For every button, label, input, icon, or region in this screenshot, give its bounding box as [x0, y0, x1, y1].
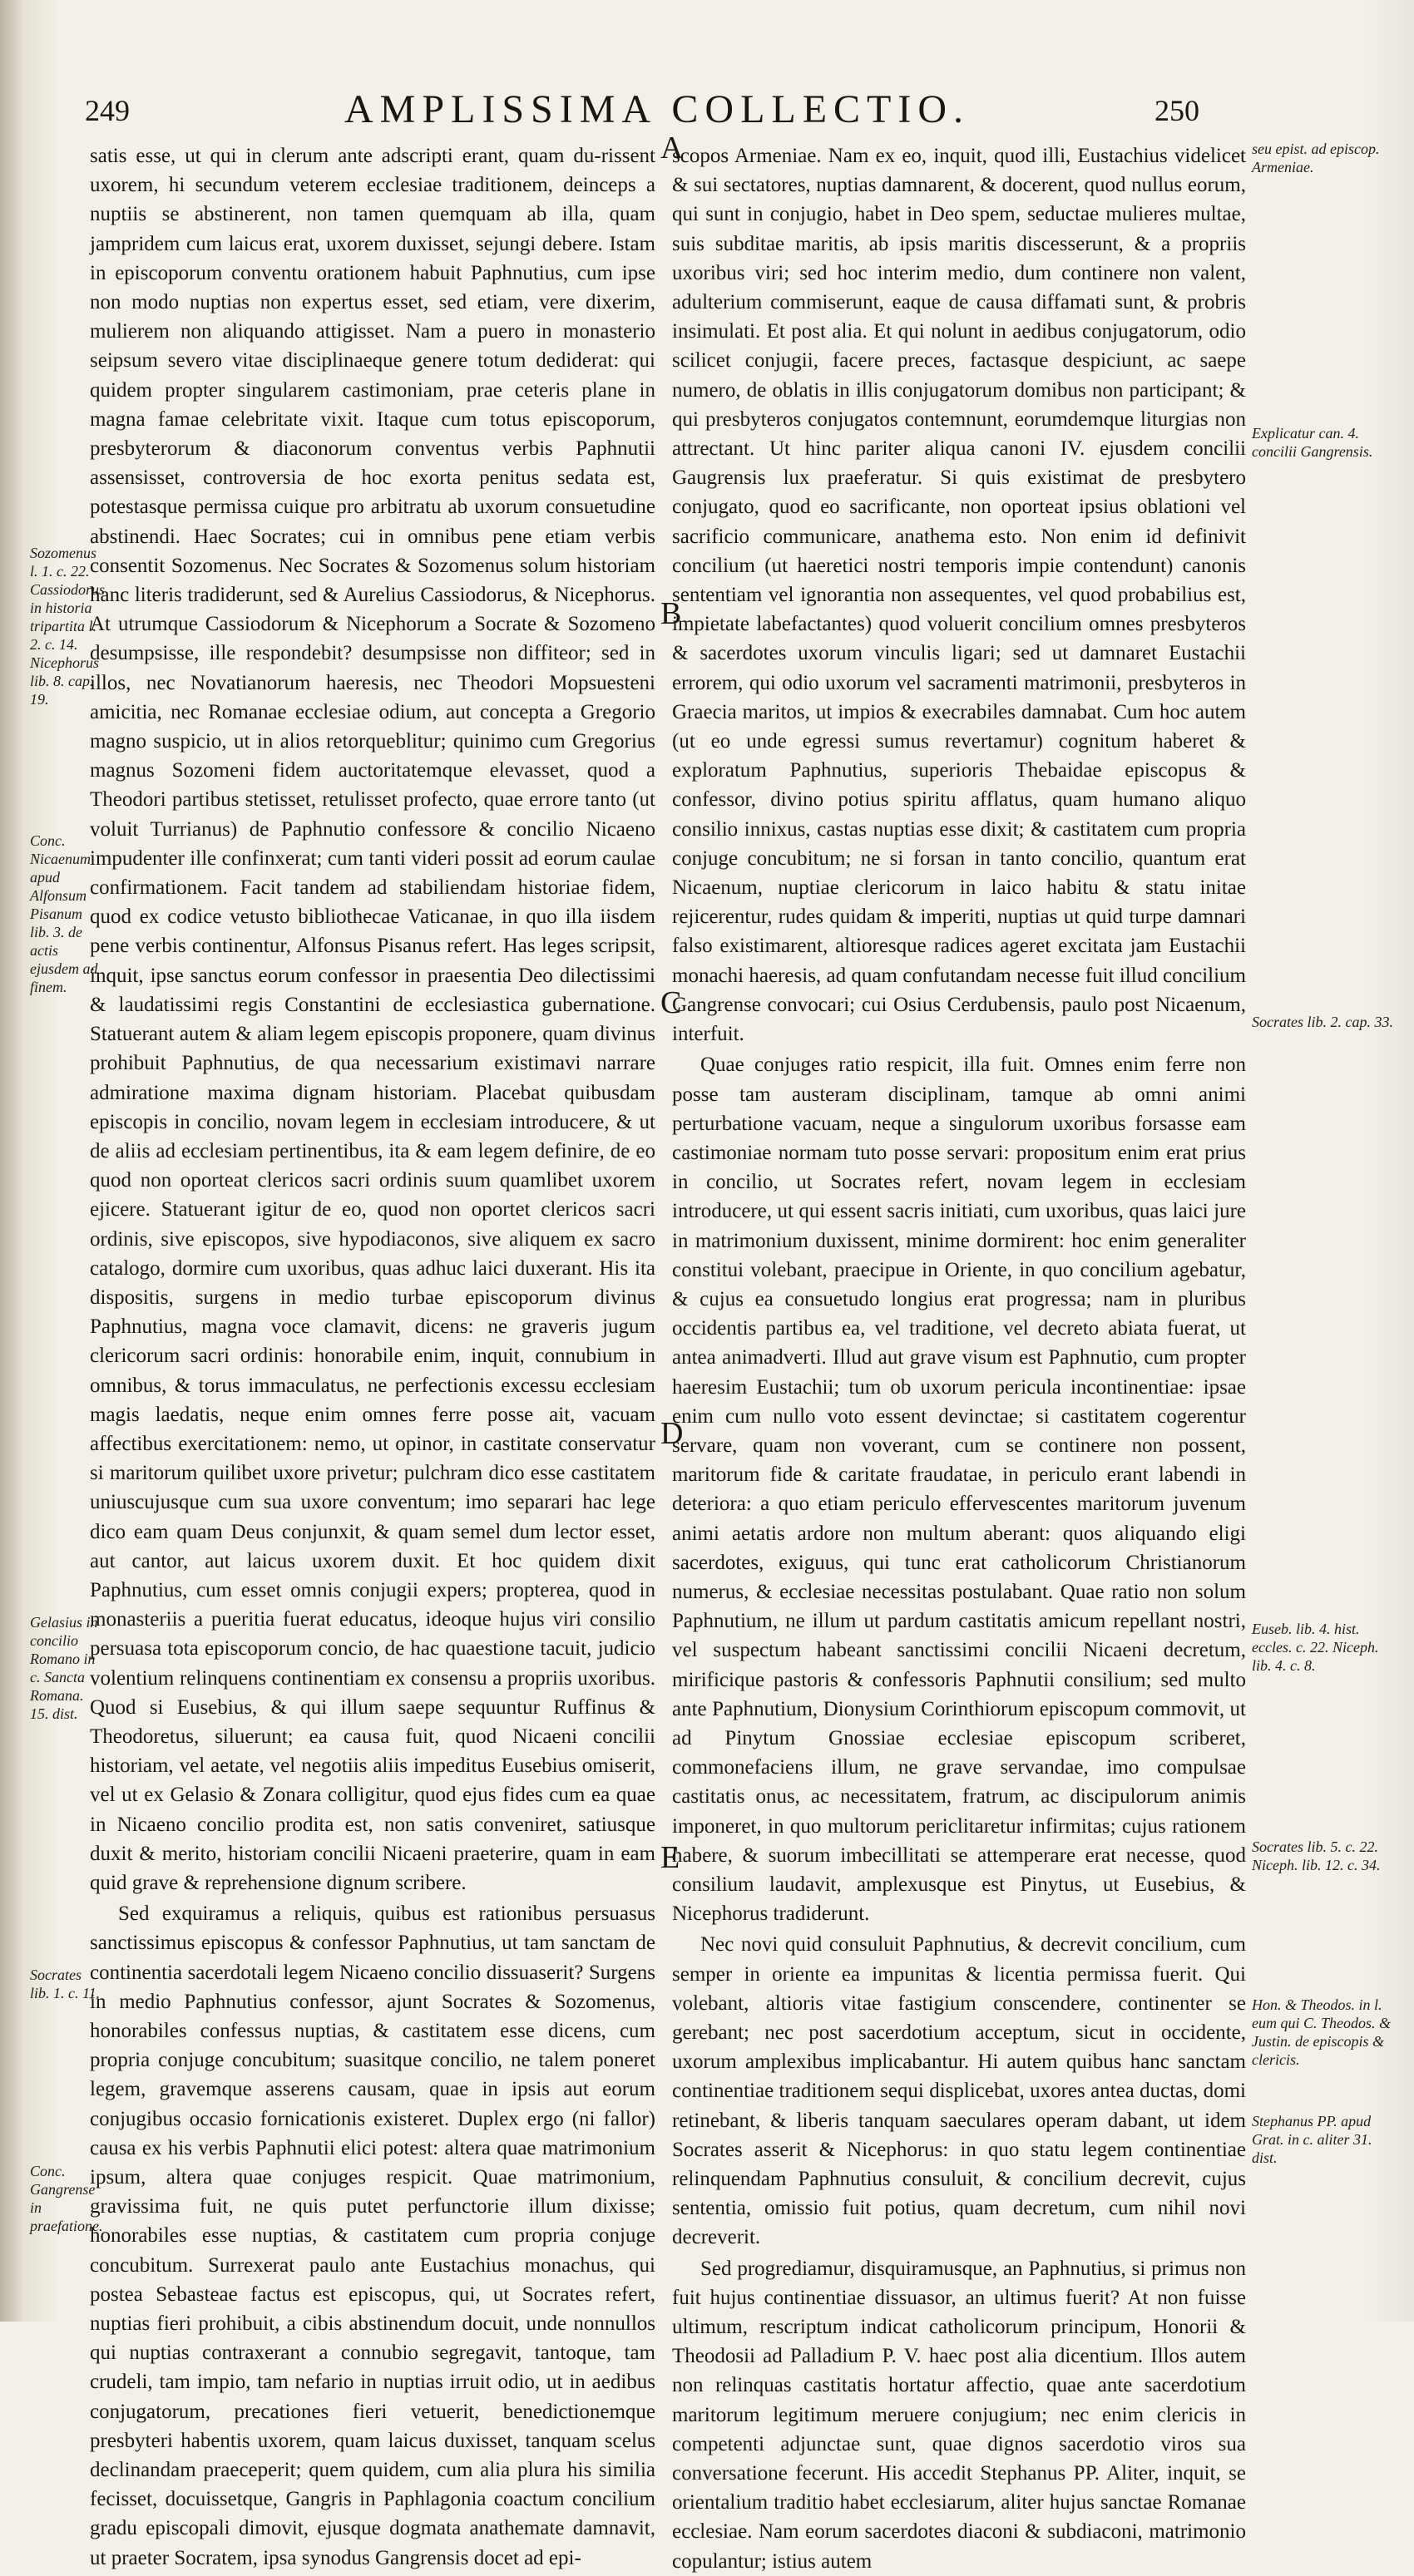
margin-note-right: Stephanus PP. apud Grat. in c. aliter 31. dist.: [1252, 2113, 1372, 2166]
margin-note-right: seu epist. ad episcop. Armeniae.: [1252, 141, 1380, 175]
right-paragraph: Quae conjuges ratio respicit, illa fuit. Omnes enim ferre non posse tam austeram disciplinam, tamque ab omni animi perturbatione vacuam, neque a singulorum uxoribus forsasse eam castimoniae normam tuto posse servari: propositum enim erat prius in concilio, ut Socrates refert, novam legem in ecclesiam introducere, ut qui essent sacris initiati, cum uxoribus, quas laici jure in matrimonium duxissent, minime dormirent: hoc enim generaliter constitui volebant, praecipue in Oriente, in quo concilium agebatur, & cujus ea consuetudo longius erat progressa; nam in pluribus occidentis partibus ea, vel traditione, vel decreto abiata fuerat, ut antea animadverti. Illud aut grave visum est Paphnutio, cum propter haeresim Eustachii; tum ob uxorum pericula incontinentiae: ipsae enim cum nullo voto essent devinctae; si castitatem cogerentur servare, quam non voverant, cum se continere non possent, maritorum fide & caritate fraudatae, in periculo erant labendi in deteriora: a quo etiam periculo effervescentes maritorum juvenum animi aetatis ardore non multum aberant: quos aliquando eligi sacerdotes, exiguus, qui tunc erat catholicorum Christianorum numerus, & ecclesiae necessitas postulabant. Quae ratio non solum Paphnutium, ne illum ut pardum castitatis amicum repellant nostri, vel suspectum habeant sanctissimi concilii Nicaeni decretum, mirificique pastoris & confessoris Paphnutii consilium; sed multo ante Paphnutium, Dionysium Corinthiorum episcopum commovit, ut ad Pinytum Gnossiae ecclesiae episcopum scriberet, commonefaciens illum, ne grave servandae, imo compulsae castitatis onus, ac necessitatem, fratrum, ac discipulorum animis imponeret, in quo multorum periclitaretur infirmitas; cujus rationem habere, & suorum imbecillitati se attemperare erat necesse, quod consilium laudavit, amplexusque est Pinytus, ut Eusebius, & Nicephorus tradiderunt.: [672, 1054, 1246, 1926]
right-paragraph: Nec novi quid consuluit Paphnutius, & decrevit concilium, cum semper in oriente ea impunitas & licentia permissa fuerit. Qui volebant, altioris vitae fastigium conscendere, continenter se gerebant; nec post sacerdotium acceptum, sicut in occidente, uxorum amplexibus implicabantur. Hi autem quibus hanc sanctam continentiae traditionem sequi displicebat, uxores antea ductas, domi retinebant, & liberis tanquam saeculares operam dabant, ut idem Socrates asserit & Nicephorus: in quo statu legem continentiae relinquendam Paphnutius consuluit, & concilium decrevit, cujus sententia, omissio fuit potius, quam decretum, cum nihil novi decreverit.: [672, 1933, 1246, 2249]
right-paragraph: scopos Armeniae. Nam ex eo, inquit, quod illi, Eustachius videlicet & sui sectatores, nuptias damnarent, & docerent, quod nullus eorum, qui sunt in conjugio, habet in Deo spem, seductae mulieres multae, suis subditae maritis, ab ipsis maritis discesserunt, & a propriis uxoribus viri; sed hoc interim medio, dum continere non valent, adulterium commiserunt, eaque de causa diffamati sunt, & probris insimulati. Et post alia. Et qui nolunt in aedibus conjugatorum, odio scilicet conjugii, facere preces, factasque despiciunt, ac saepe numero, de oblatis in illis conjugatorum domibus non participant; & qui presbyteros conjugatos contemnunt, eorumdemque liturgias non attrectant. Ut hinc pariter aliqua canoni IV. ejusdem concilii Gaugrensis lux praeferatur. Si quis existimat de presbytero conjugato, quod eo sacrificante, non oporteat ipsius oblationi vel sacrificio communicare, anathema esto. Non enim id definivit concilium (ut haeretici nostri temporis impie contendunt) canonis sententiam vel ignorantia non assequentes, vel quod probabilius est, impietate labefactantes) quod voluerit concilium omnes presbyteros & sacerdotes uxorum vinculis ligari; sed ut damnaret Eustachii errorem, qui odio uxorum vel sacramenti matrimonii, presbyteros in Graecia maritos, ut impios & execrabiles damnabat. Cum hoc autem (ut eo unde egressi sumus revertamur) cognitum haberet & exploratum Paphnutius, superioris Thebaidae episcopus & confessor, divino potius spiritu afflatus, quam humano aliquo consilio innixus, castas nuptias esse dixit; & castitatem cum propria conjuge concubitum; ne si forsan in tanto concilio, quantum erat Nicaenum, nuptiae clericorum in laico habitu & statu initae rejicerentur, rudes quidam & imperiti, nuptias ut quid turpe damnari falso existimarent, altioresque radices ageret excitata jam Eustachii monachi haeresis, ad quam confutandam necesse fuit illud concilium Gangrense convocari; cui Osius Cerdubensis, paulo post Nicaenum, interfuit.: [672, 145, 1246, 1046]
margin-note-right: Hon. & Theodos. in l. eum qui C. Theodos. & Justin. de episcopis & clericis.: [1252, 1996, 1392, 2068]
margin-note-right: Socrates lib. 5. c. 22. Niceph. lib. 12. c. 34.: [1252, 1838, 1381, 1873]
section-letter: E: [660, 1840, 680, 1875]
running-title: AMPLISSIMA COLLECTIO.: [344, 87, 971, 131]
right-text-column: [672, 141, 1246, 2576]
right-paragraph: Sed progrediamur, disquiramusque, an Paphnutius, si primus non fuit hujus continentiae dissuasor, an ultimus fuerit? At non fuisse ultimum, rescriptum indicat catholicorum principum, Honorii & Theodosii ad Palladium P. V. haec post alia dicentium. Illos autem non relinquas castitatis hortatur affectio, quae ante sacerdotium maritorum legitimum meruere conjugium; nec enim clericis in competenti adjunctae sunt, quae dignos sacerdotio viros sua conversatione fecerunt. His accedit Stephanus PP. Aliter, inquit, se orientalium traditio habet ecclesiarum, aliter hujus sanctae Romanae ecclesiae. Nam eorum sacerdotes diaconi & subdiaconi, matrimonio copulantur; istius autem: [672, 2257, 1246, 2573]
margin-note-right: Socrates lib. 2. cap. 33.: [1252, 1014, 1393, 1030]
margin-note-left: Sozomenus l. 1. c. 22. Cassiodorus in historia tripartita l. 2. c. 14. Nicephorus lib. 8. cap. 19.: [30, 545, 106, 708]
section-letter: D: [660, 1416, 684, 1451]
section-letter: C: [660, 985, 682, 1020]
margin-note-left: Conc. Nicaenum apud Alfonsum Pisanum lib. 3. de actis ejusdem ad finem.: [30, 832, 98, 995]
section-letter: B: [660, 596, 682, 631]
margin-note-right: Euseb. lib. 4. hist. eccles. c. 22. Niceph. lib. 4. c. 8.: [1252, 1621, 1379, 1674]
margin-note-left: Socrates lib. 1. c. 11.: [30, 1967, 101, 2001]
margin-note-right: Explicatur can. 4. concilii Gangrensis.: [1252, 425, 1373, 460]
left-text-column: [90, 141, 655, 2573]
page-number-left: 249: [85, 94, 130, 127]
margin-note-left: Gelasius in concilio Romano in c. Sancta Romana. 15. dist.: [30, 1614, 98, 1722]
section-letter: A: [660, 131, 684, 165]
margin-note-left: Conc. Gangrense in praefatione.: [30, 2163, 103, 2234]
left-paragraph: satis esse, ut qui in clerum ante adscripti erant, quam du-rissent uxorem, hi secundum veterem ecclesiae traditionem, deinceps a nuptiis se abstinerent, non tamen quemquam ab illa, quam jampridem cum laicus erat, uxorem duxisset, sejungi debere. Istam in episcoporum conventu orationem habuit Paphnutius, cum ipse non modo nuptias non expertus esset, sed etiam, vere dixerim, mulierem non aliquando attigisset. Nam a puero in monasterio seipsum severo vitae disciplinaeque genere totum dediderat: qui quidem propter singularem castimoniam, prae ceteris plane in magna famae celebritate vixit. Itaque cum totus episcoporum, presbyterorum & diaconorum conventus verbis Paphnutii assensisset, controversia de hoc exorta penitus sedata est, potestasque permissa cuique pro arbitratu ab uxorum consuetudine abstinendi. Haec Socrates; cui in omnibus pene etiam verbis consentit Sozomenus. Nec Socrates & Sozomenus solum historiam hanc literis tradiderunt, sed & Aurelius Cassiodorus, & Nicephorus. At utrumque Cassiodorum & Nicephorum a Socrate & Sozomeno desumpsisse, ille respondebit? desumpsisse non diffiteor; sed in illos, nec Novatianorum haeresis, nec Theodori Mopsuesteni amicitia, nec Romanae ecclesiae odium, aut concepta a Gregorio magno suspicio, ut in alios retorqueblitur; quinimo cum Gregorius magnus Sozomeni fidem auctoritatemque elevasset, quod a Theodori partibus stetisset, retulisset profecto, quae errore tanto (ut voluit Turrianus) de Paphnutio confessore & concilio Nicaeno impudenter ille confinxerat; cum tanti videri possit ad eorum caulae confirmationem. Facit tandem ad stabiliendam historiae fidem, quod ex codice vetusto bibliothecae Vaticanae, in quo illa iisdem pene verbis continentur, Alfonsus Pisanus refert. Has leges scripsit, inquit, ipse sanctus eorum confessor in praesentia Deo dilectissimi & laudatissimi regis Constantini de ecclesiastica gubernatione. Statuerant autem & aliam legem episcopis proponere, quam divinus prohibuit Paphnutius, de qua necessarium existimavi narrare admiratione maxima dignam historiam. Placebat quibusdam episcopis in concilio, novam legem in ecclesiam introducere, & ut de aliis ad ecclesiam pertinentibus, ita & eam legem definire, de eo quod non oporteat clericos sacri ordinis suum quamlibet uxorem ejicere. Statuerant igitur de eo, quod non oportet clericos sacri ordinis, sive episcopos, sive hypodiaconos, sive aliquem ex sacro catalogo, dormire cum uxoribus, quas adhuc laici duxerant. His ita dispositis, surgens in medio turbae episcoporum divinus Paphnutius, magna voce clamavit, dicens: ne graveris jugum clericorum sacri ordinis: honorabile enim, inquit, connubium in omnibus, & torus immaculatus, ne perfectionis excessu ecclesiam magis laedatis, neque enim omnes ferre posse ait, vacuam affectibus exercitationem: nemo, ut opinor, in castitate conservatur si maritorum quilibet uxore privetur; pulchram dico esse castitatem uniuscujusque cum sua uxore conventum; imo separari hac lege dico eam quam Deus conjunxit, & quam semel dum lector esset, aut cantor, aut laicus uxorem duxit. Et hoc quidem dixit Paphnutius, cum esset omnis conjugii expers; propterea, quod in monasteriis a pueritia fuerat educatus, ideoque hujus viri consilio persuasa tota episcoporum concio, de hac quaestione tacuit, judicio volentium relinquens continentiam ex consensu a propriis uxoribus. Quod si Eusebius, & qui illum saepe sequuntur Ruffinus & Theodoretus, siluerunt; ea causa fuit, quod Nicaeni concilii historiam, vel aetate, vel negotiis aliis impeditus Eusebius omiserit, vel ut ex Gelasio & Zonara colligitur, quod ejus fides cum ea quae in Nicaeno concilio prodita est, non satis conveniret, satiusque duxit & merito, historiam concilii Nicaeni praeterire, quam in eam quid grave & reprehensione dignum scribere.: [90, 145, 655, 1894]
left-paragraph: Sed exquiramus a reliquis, quibus est rationibus persuasus sanctissimus episcopus & confessor Paphnutius, ut tam sanctam de continentia sacerdotali legem Nicaeno concilio dissuaserit? Surgens in medio Paphnutius confessor, ajunt Socrates & Sozomenus, honorabiles confessus nuptias, & castitatem esse dicens, cum propria conjuge concubitum; suasitque concilio, ne talem poneret legem, gravemque asserens causam, quae in ipsis aut eorum conjugibus occasio fornicationis existeret. Duplex ergo (ni fallor) causa ex his verbis Paphnutii elici potest: altera quae matrimonium ipsum, altera quae conjuges respicit. Quae matrimonium, gravissima fuit, ne quis putet perfunctorie illum dixisse; honorabiles esse nuptias, & castitatem cum propria conjuge concubitum. Surrexerat paulo ante Eustachius monachus, qui postea Sebasteae factus est episcopus, qui, ut Socrates refert, nuptias fieri prohibuit, a cibis abstinendum docuit, unde nonnullos qui nuptias contraxerant a connubio segregavit, tantoque, tam crudeli, tam impio, tam nefario in nuptias irruit odio, ut in aedibus conjugatorum, precationes fieri vetuerit, benedictionemque presbyteri habentis uxorem, quam laicus duxisset, tanquam scelus declinandam praeceperit; quem quidem, cum alia plura his similia fecisset, docuissetque, Gangris in Paphlagonia coactum concilium gradu episcopali dimovit, ejusque dogmata anathemate damnavit, ut praeter Socratem, ipsa synodus Gangrensis docet ad epi-: [90, 1902, 655, 2569]
page-number-right: 250: [1154, 94, 1199, 127]
